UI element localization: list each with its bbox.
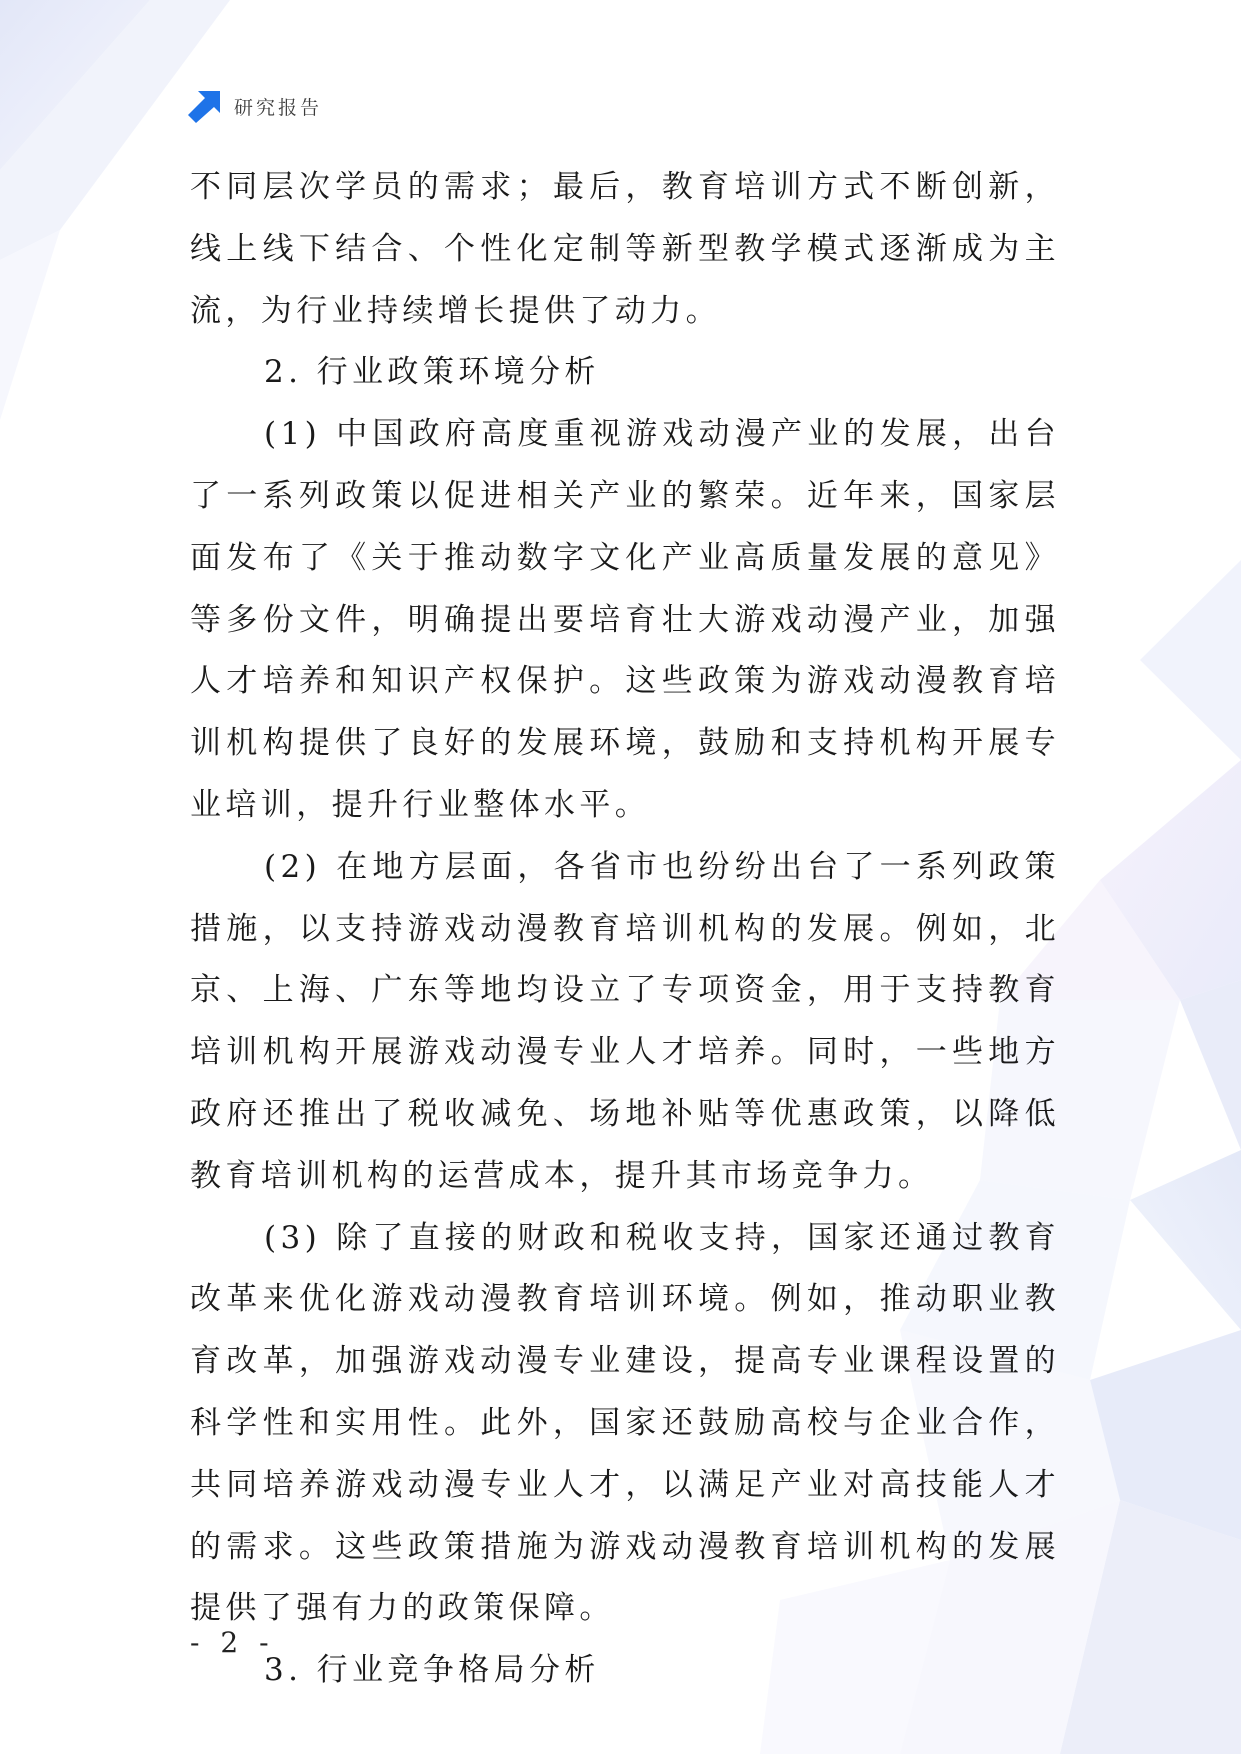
paragraph-policy-national: (1) 中国政府高度重视游戏动漫产业的发展，出台了一系列政策以促进相关产业的繁荣。近年来，国家层面发布了《关于推动数字文化产业高质量发展的意见》等多份文件，明确提出要培育壮大游戏动漫产业，加强人才培养和知识产权保护。这些政策为游戏动漫教育培训机构提供了良好的发展环境，鼓励和支持机构开展专业培训，提升行业整体水平。 bbox=[190, 416, 1060, 823]
paragraph-policy-education-reform: (3) 除了直接的财政和税收支持，国家还通过教育改革来优化游戏动漫教育培训环境。例如，推动职业教育改革，加强游戏动漫专业建设，提高专业课程设置的科学性和实用性。此外，国家还鼓励高校与企业合作，共同培养游戏动漫专业人才，以满足产业对高技能人才的需求。这些政策措施为游戏动漫教育培训机构的发展提供了强有力的政策保障。 bbox=[190, 1219, 1060, 1627]
arrow-up-right-icon bbox=[188, 89, 222, 123]
section-heading-policy-environment: 2. 行业政策环境分析 bbox=[264, 354, 600, 391]
paragraph-policy-local: (2) 在地方层面，各省市也纷纷出台了一系列政策措施，以支持游戏动漫教育培训机构的发展。例如，北京、上海、广东等地均设立了专项资金，用于支持教育培训机构开展游戏动漫专业人才培养。同时，一些地方政府还推出了税收减免、场地补贴等优惠政策，以降低教育培训机构的运营成本，提升其市场竞争力。 bbox=[190, 848, 1060, 1194]
section-heading-competition: 3. 行业竞争格局分析 bbox=[264, 1652, 600, 1689]
header-title: 研究报告 bbox=[234, 96, 323, 119]
document-body bbox=[190, 157, 1060, 1702]
report-header bbox=[188, 88, 322, 124]
page-number: - 2 - bbox=[190, 1626, 275, 1659]
paragraph-intro-continuation: 不同层次学员的需求；最后，教育培训方式不断创新，线上线下结合、个性化定制等新型教学模式逐渐成为主流，为行业持续增长提供了动力。 bbox=[190, 169, 1060, 329]
